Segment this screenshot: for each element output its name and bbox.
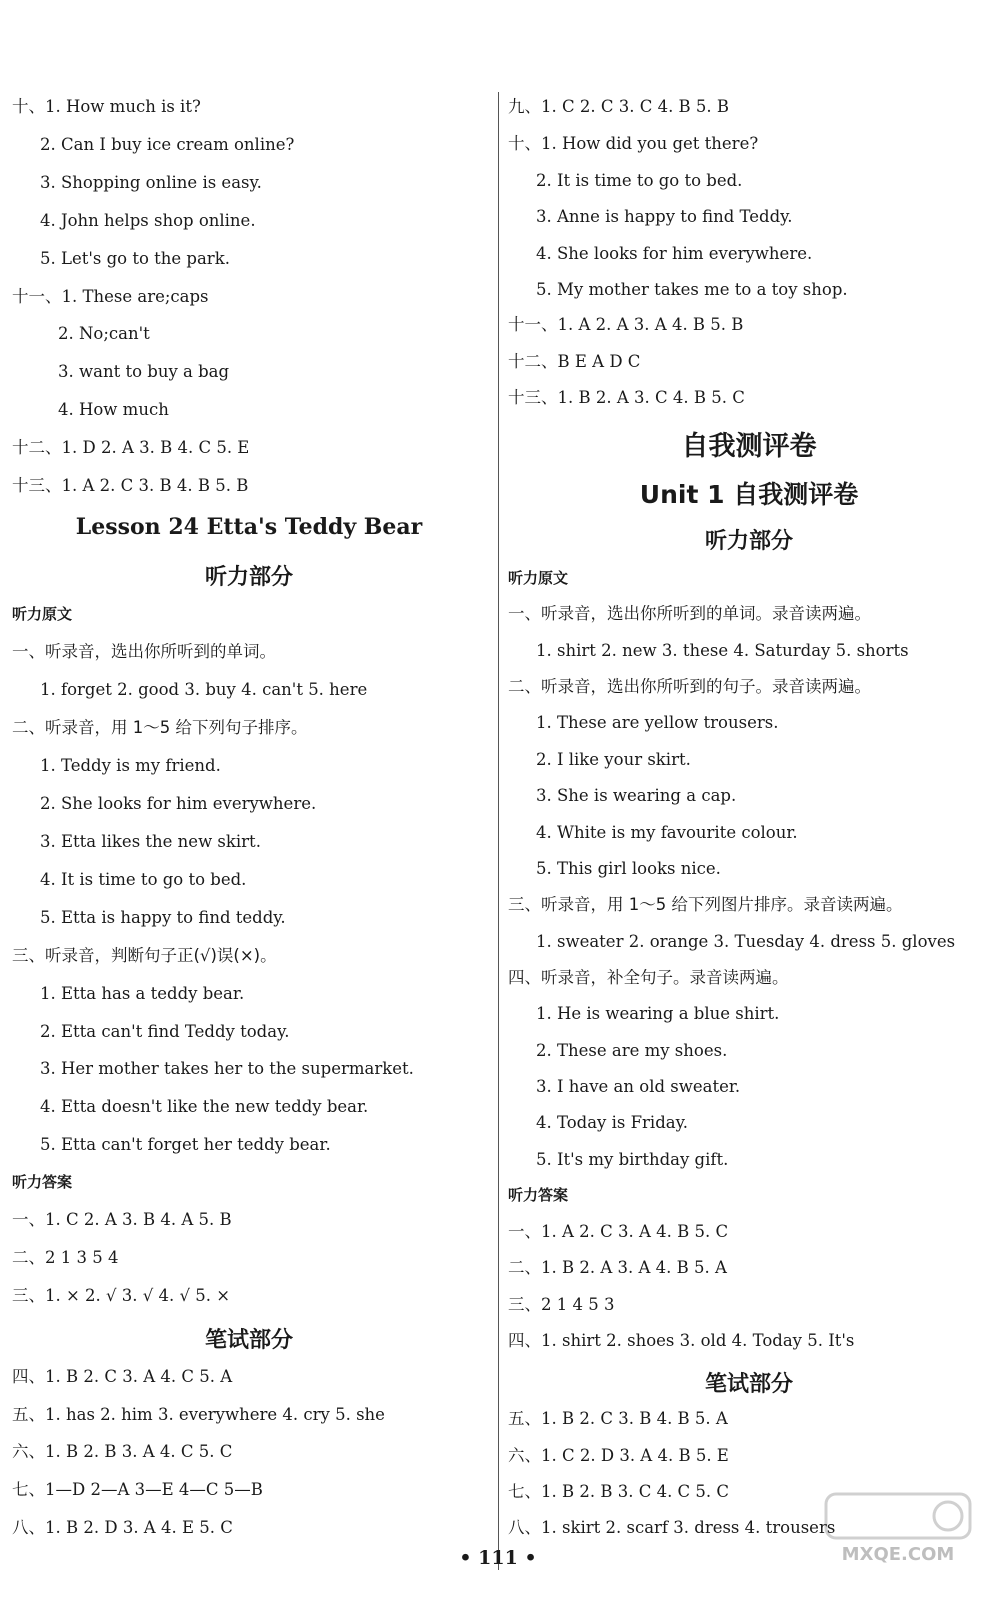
column-divider	[498, 92, 499, 1570]
left-text-line: 5. Etta can't forget her teddy bear.	[40, 1135, 331, 1154]
right-text-line: 4. She looks for him everywhere.	[536, 244, 813, 263]
right-text-line: 2. These are my shoes.	[536, 1041, 728, 1060]
right-text-line: 2. It is time to go to bed.	[536, 171, 743, 190]
left-text-line: 5. Etta is happy to find teddy.	[40, 908, 286, 927]
right-text-line: 七、1. B 2. B 3. C 4. C 5. C	[508, 1482, 730, 1501]
left-text-line: 十二、1. D 2. A 3. B 4. C 5. E	[12, 438, 250, 457]
left-text-line: 1. Etta has a teddy bear.	[40, 984, 245, 1003]
right-text-line: 十三、1. B 2. A 3. C 4. B 5. C	[508, 388, 745, 407]
left-text-line: 七、1—D 2—A 3—E 4—C 5—B	[12, 1480, 263, 1499]
right-text-line: 4. White is my favourite colour.	[536, 823, 798, 842]
left-text-line: 4. It is time to go to bed.	[40, 870, 247, 889]
self-test-title: 自我测评卷	[681, 431, 817, 462]
left-text-line: 2. No;can't	[58, 324, 150, 343]
left-text-line: 六、1. B 2. B 3. A 4. C 5. C	[12, 1442, 233, 1461]
right-text-line: 十一、1. A 2. A 3. A 4. B 5. B	[508, 315, 744, 334]
left-text-line: 2. Can I buy ice cream online?	[40, 135, 295, 154]
left-text-line: 2. She looks for him everywhere.	[40, 794, 317, 813]
right-text-line: 5. My mother takes me to a toy shop.	[536, 280, 848, 299]
right-text-line: 3. I have an old sweater.	[536, 1077, 741, 1096]
right-text-line: 3. She is wearing a cap.	[536, 786, 737, 805]
right-text-line: 六、1. C 2. D 3. A 4. B 5. E	[508, 1446, 729, 1465]
left-text-line: 1. Teddy is my friend.	[40, 756, 221, 775]
left-text-line: 4. Etta doesn't like the new teddy bear.	[40, 1097, 369, 1116]
left-text-line: 四、1. B 2. C 3. A 4. C 5. A	[12, 1367, 233, 1386]
left-text-line: 3. Her mother takes her to the supermarket.	[40, 1059, 414, 1078]
left-text-line: 一、1. C 2. A 3. B 4. A 5. B	[12, 1210, 232, 1229]
right-text-line: 二、听录音，选出你所听到的句子。录音读两遍。	[508, 677, 871, 696]
left-text-line: 八、1. B 2. D 3. A 4. E 5. C	[12, 1518, 233, 1537]
left-text-line: 十三、1. A 2. C 3. B 4. B 5. B	[12, 476, 249, 495]
listening-heading: 听力部分	[704, 529, 793, 554]
left-text-line: 一、听录音，选出你所听到的单词。	[12, 642, 276, 661]
right-text-line: 五、1. B 2. C 3. B 4. B 5. A	[508, 1409, 728, 1428]
right-text-line: 十二、B E A D C	[508, 352, 641, 371]
right-text-line: 三、听录音，用 1～5 给下列图片排序。录音读两遍。	[508, 895, 903, 914]
right-text-line: 一、1. A 2. C 3. A 4. B 5. C	[508, 1222, 729, 1241]
right-text-line: 5. It's my birthday gift.	[536, 1150, 729, 1169]
left-text-line: 5. Let's go to the park.	[40, 249, 230, 268]
left-text-line: 十一、1. These are;caps	[12, 287, 209, 306]
left-text-line: 1. forget 2. good 3. buy 4. can't 5. here	[40, 680, 368, 699]
left-text-line: 十、1. How much is it?	[12, 97, 201, 116]
right-text-line: 九、1. C 2. C 3. C 4. B 5. B	[508, 97, 730, 116]
left-text-line: 4. John helps shop online.	[40, 211, 256, 230]
left-text-line: 五、1. has 2. him 3. everywhere 4. cry 5. she	[12, 1405, 385, 1424]
listening-heading: 听力部分	[204, 565, 293, 590]
right-text-line: 5. This girl looks nice.	[536, 859, 721, 878]
right-text-line: 1. He is wearing a blue shirt.	[536, 1004, 780, 1023]
left-text-line: 3. Etta likes the new skirt.	[40, 832, 261, 851]
left-text-line: 三、听录音，判断句子正(√)误(×)。	[12, 946, 277, 965]
right-text-line: 1. These are yellow trousers.	[536, 713, 779, 732]
right-text-line: 四、听录音，补全句子。录音读两遍。	[508, 968, 789, 987]
right-text-line: 十、1. How did you get there?	[508, 134, 759, 153]
left-text-line: 二、听录音，用 1～5 给下列句子排序。	[12, 718, 308, 737]
left-text-line: 3. want to buy a bag	[58, 362, 230, 381]
watermark-logo	[818, 1488, 978, 1566]
written-heading: 笔试部分	[704, 1372, 793, 1397]
written-heading: 笔试部分	[204, 1328, 293, 1353]
right-text-line: 二、1. B 2. A 3. A 4. B 5. A	[508, 1258, 727, 1277]
right-text-line: 1. sweater 2. orange 3. Tuesday 4. dress 5. gloves	[536, 932, 956, 951]
listening-text-label: 听力原文	[12, 605, 73, 623]
left-text-line: 三、1. × 2. √ 3. √ 4. √ 5. ×	[12, 1286, 231, 1305]
right-text-line: 四、1. shirt 2. shoes 3. old 4. Today 5. It's	[508, 1331, 855, 1350]
right-text-line: 三、2 1 4 5 3	[508, 1295, 615, 1314]
right-text-line: 一、听录音，选出你所听到的单词。录音读两遍。	[508, 604, 871, 623]
listening-answer-label: 听力答案	[508, 1186, 569, 1204]
page-number: • 111 •	[459, 1547, 537, 1569]
lesson-title: Lesson 24 Etta's Teddy Bear	[75, 514, 423, 540]
left-text-line: 2. Etta can't find Teddy today.	[40, 1022, 290, 1041]
left-text-line: 二、2 1 3 5 4	[12, 1248, 119, 1267]
listening-answer-label: 听力答案	[12, 1173, 73, 1191]
watermark-text: MXQE.COM	[841, 1544, 955, 1565]
right-text-line: 八、1. skirt 2. scarf 3. dress 4. trousers	[508, 1518, 836, 1537]
right-text-line: 4. Today is Friday.	[536, 1113, 688, 1132]
left-text-line: 4. How much	[58, 400, 169, 419]
unit-title: Unit 1 自我测评卷	[639, 480, 859, 509]
right-text-line: 1. shirt 2. new 3. these 4. Saturday 5. shorts	[536, 641, 909, 660]
listening-text-label: 听力原文	[508, 569, 569, 587]
right-text-line: 3. Anne is happy to find Teddy.	[536, 207, 793, 226]
left-text-line: 3. Shopping online is easy.	[40, 173, 262, 192]
right-text-line: 2. I like your skirt.	[536, 750, 691, 769]
